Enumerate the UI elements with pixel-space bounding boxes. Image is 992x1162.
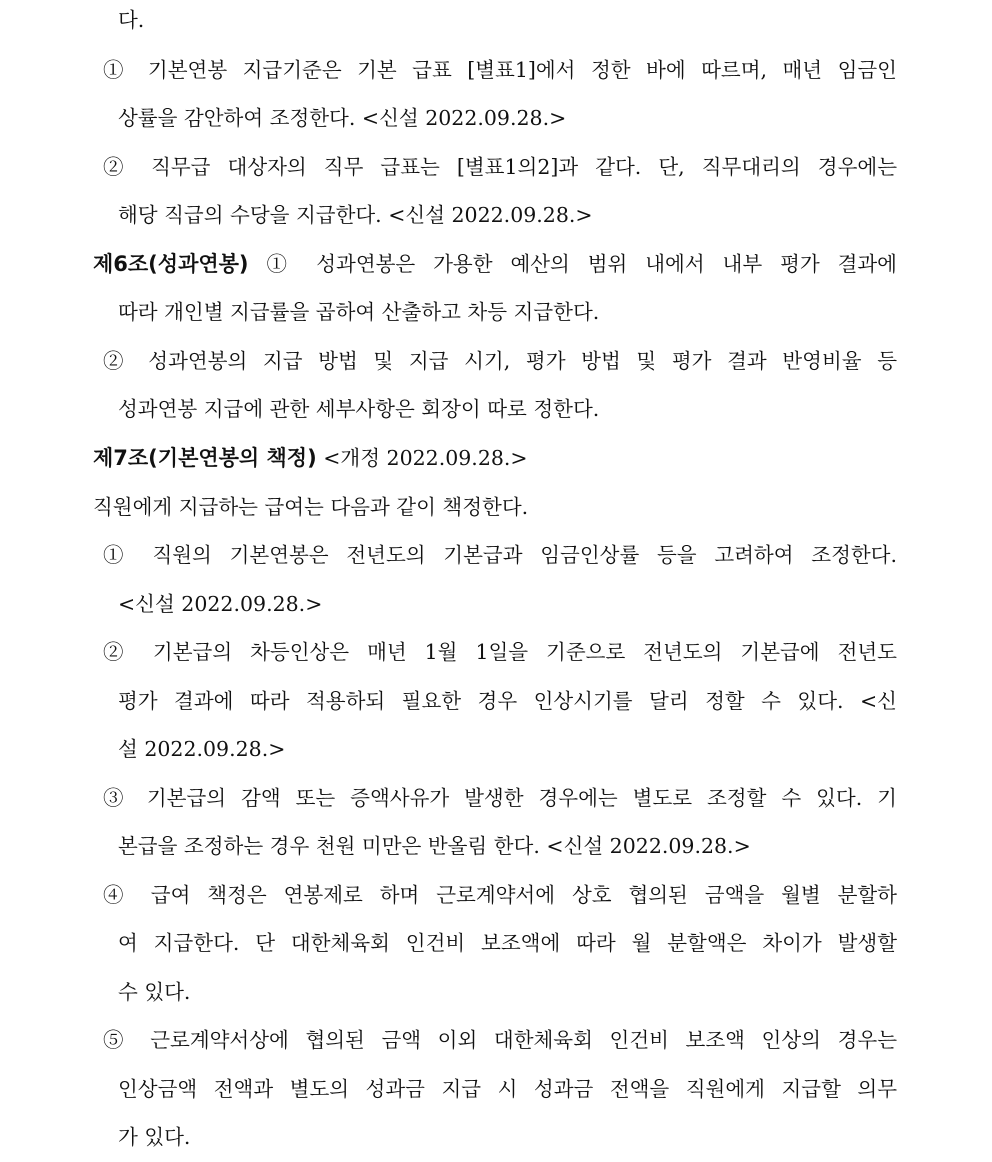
- text-line: 해당 직급의 수당을 지급한다. <신설 2022.09.28.>: [118, 203, 593, 227]
- text-line: 상률을 감안하여 조정한다. <신설 2022.09.28.>: [118, 106, 567, 130]
- text-line: 따라 개인별 지급률을 곱하여 산출하고 차등 지급한다.: [118, 300, 600, 324]
- article-text: ① 성과연봉은 가용한 예산의 범위 내에서 내부 평가 결과에: [266, 252, 897, 276]
- text-line: 다.: [118, 8, 145, 32]
- text-line: 직원에게 지급하는 급여는 다음과 같이 책정한다.: [93, 495, 529, 519]
- text-line: 가 있다.: [118, 1125, 191, 1149]
- article-amendment-note: <개정 2022.09.28.>: [323, 446, 528, 470]
- article-line: [93, 444, 528, 472]
- article-heading: 제6조(성과연봉): [93, 252, 249, 276]
- text-line: 수 있다.: [118, 980, 191, 1004]
- text-line: 여 지급한다. 단 대한체육회 인건비 보조액에 따라 월 분할액은 차이가 발생할: [118, 931, 897, 955]
- text-line: ② 성과연봉의 지급 방법 및 지급 시기, 평가 방법 및 평가 결과 반영비율 등: [103, 349, 897, 373]
- text-line: 평가 결과에 따라 적용하되 필요한 경우 인상시기를 달리 정할 수 있다. <신: [118, 689, 897, 713]
- article-heading: 제7조(기본연봉의 책정): [93, 446, 317, 470]
- text-line: ② 기본급의 차등인상은 매년 1월 1일을 기준으로 전년도의 기본급에 전년도: [103, 640, 897, 664]
- text-line: ④ 급여 책정은 연봉제로 하며 근로계약서에 상호 협의된 금액을 월별 분할하: [103, 883, 897, 907]
- text-line: ① 직원의 기본연봉은 전년도의 기본급과 임금인상률 등을 고려하여 조정한다.: [103, 543, 897, 567]
- text-line: 성과연봉 지급에 관한 세부사항은 회장이 따로 정한다.: [118, 397, 600, 421]
- text-line: <신설 2022.09.28.>: [118, 592, 323, 616]
- text-line: ⑤ 근로계약서상에 협의된 금액 이외 대한체육회 인건비 보조액 인상의 경우는: [103, 1028, 897, 1052]
- text-line: ① 기본연봉 지급기준은 기본 급표 [별표1]에서 정한 바에 따르며, 매년 임금인: [103, 58, 897, 82]
- text-line: 인상금액 전액과 별도의 성과금 지급 시 성과금 전액을 직원에게 지급할 의무: [118, 1077, 897, 1101]
- article-line: [93, 250, 897, 278]
- text-line: 설 2022.09.28.>: [118, 737, 286, 761]
- text-line: 본급을 조정하는 경우 천원 미만은 반올림 한다. <신설 2022.09.28.>: [118, 834, 751, 858]
- text-line: ② 직무급 대상자의 직무 급표는 [별표1의2]과 같다. 단, 직무대리의 경우에는: [103, 155, 897, 179]
- text-line: ③ 기본급의 감액 또는 증액사유가 발생한 경우에는 별도로 조정할 수 있다. 기: [103, 786, 897, 810]
